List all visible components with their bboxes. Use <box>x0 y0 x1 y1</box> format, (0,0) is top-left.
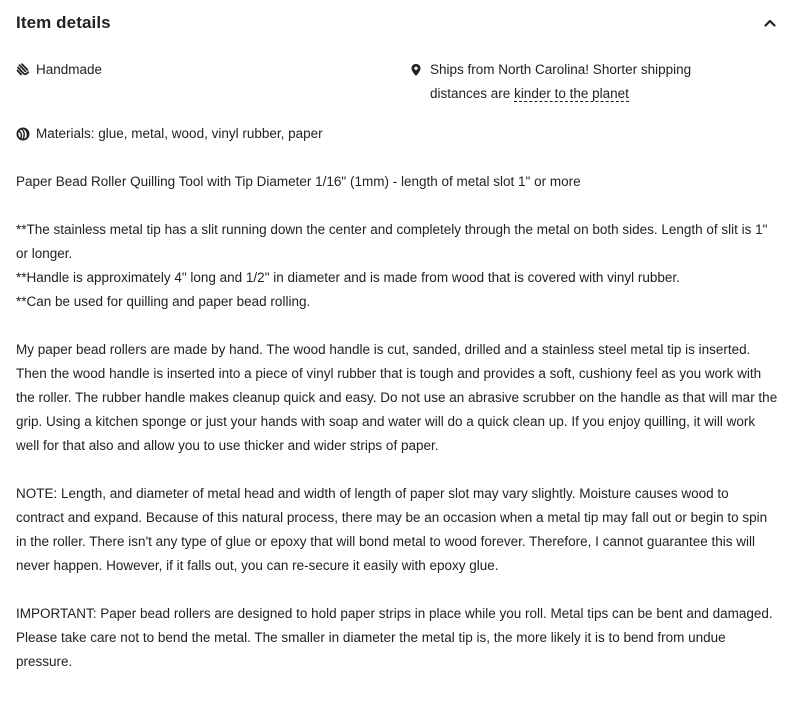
highlight-materials <box>16 122 323 146</box>
description-note: NOTE: Length, and diameter of metal head and width of length of paper slot may vary slightly. Moisture causes wood to contract and expand. Because of this natural process, there may be an occasion when a metal tip may fall out or begin to spin in the roller. There isn't any type of glue or epoxy that will bond metal to wood forever. Therefore, I cannot guarantee this will never happen. However, if it falls out, you can re-secure it easily with epoxy glue. <box>16 486 768 573</box>
section-title: Item details <box>16 13 111 32</box>
description-spec-handle: **Handle is approximately 4" long and 1/2" in diameter and is made from wood that is covered with vinyl rubber. <box>16 270 680 285</box>
ships-from-text <box>430 58 750 106</box>
chevron-up-icon <box>764 14 776 32</box>
handmade-label: Handmade <box>36 62 103 77</box>
description-spec-usage: **Can be used for quilling and paper bead rolling. <box>16 294 311 309</box>
ships-from-label: Ships from North Carolina! Shorter shipping distances are <box>430 62 692 101</box>
item-details-header[interactable] <box>16 10 784 36</box>
item-highlights <box>16 58 778 146</box>
materials-label: Materials: glue, metal, wood, vinyl rubber, paper <box>36 126 323 141</box>
description-important: IMPORTANT: Paper bead rollers are designed to hold paper strips in place while you roll. Metal tips can be bent and damaged. Please take care not to bend the metal. The smaller in diameter the metal tip is, the more likely it is to bend from undue pressure. <box>16 606 773 669</box>
yarn-ball-icon <box>16 122 36 146</box>
kinder-to-planet-link[interactable]: kinder to the planet <box>514 86 629 101</box>
description-body: My paper bead rollers are made by hand. The wood handle is cut, sanded, drilled and a stainless steel metal tip is inserted. Then the wood handle is inserted into a piece of vinyl rubber that is tough and provides a soft, cushiony feel as you work with the roller. The rubber handle makes cleanup quick and easy. Do not use an abrasive scrubber on the handle as that will mar the grip. Using a kitchen sponge or just your hands with soap and water will do a quick clean up. If you enjoy quilling, it will work well for that also and allow you to use thicker and wider strips of paper. <box>16 342 778 453</box>
description-spec-slit: **The stainless metal tip has a slit running down the center and completely through the metal on both sides. Length of slit is 1" or longer. <box>16 222 768 261</box>
map-pin-icon <box>410 58 430 82</box>
highlight-handmade <box>16 58 410 106</box>
item-description <box>16 170 780 674</box>
highlight-ships-from <box>410 58 750 106</box>
description-intro: Paper Bead Roller Quilling Tool with Tip Diameter 1/16" (1mm) - length of metal slot 1" or more <box>16 174 581 189</box>
collapse-button[interactable] <box>756 10 784 36</box>
hand-icon <box>16 58 36 82</box>
